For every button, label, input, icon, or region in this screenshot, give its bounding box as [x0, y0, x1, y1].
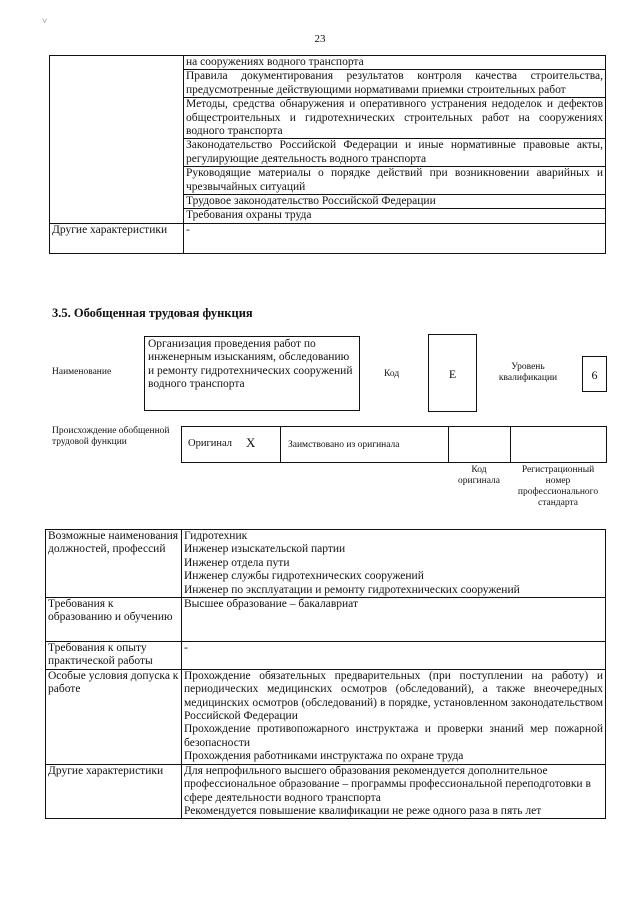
row-label: Другие характеристики: [46, 764, 182, 819]
divider: [448, 427, 449, 462]
table-row: [46, 669, 606, 764]
table-cell: Трудовое законодательство Российской Федерации: [184, 195, 606, 209]
list-item: Прохождения работниками инструктажа по охране труда: [184, 750, 464, 763]
original-mark: X: [246, 435, 256, 450]
borrowed-label: Заимствовано из оригинала: [288, 440, 400, 450]
level-value-box: 6: [582, 356, 607, 392]
list-item: Рекомендуется повышение квалификации не реже одного раза в пять лет: [184, 804, 542, 817]
empty-label-cell: [50, 56, 184, 224]
origin-label: Происхождение обобщенной трудовой функции: [52, 426, 170, 447]
list-item: Прохождение противопожарного инструктажа и проверки знаний мер пожарной безопасности: [184, 723, 603, 749]
table-cell: на сооружениях водного транспорта: [184, 56, 606, 70]
page-number: 23: [314, 33, 326, 45]
table-cell: Руководящие материалы о порядке действий при возникновении аварийных и чрезвычайных ситуаций: [184, 167, 606, 195]
table-cell: Методы, средства обнаружения и оперативного устранения недоделок и дефектов общестроительных и гидротехнических строительных работ на сооружениях водного транспорта: [184, 98, 606, 139]
list-item: Инженер по эксплуатации и ремонту гидротехнических сооружений: [184, 583, 520, 596]
original-label: Оригинал: [188, 438, 232, 449]
table-cell: -: [184, 223, 606, 253]
row-label: Требования к образованию и обучению: [46, 598, 182, 642]
table-cell: [182, 598, 606, 642]
table-cell: [182, 669, 606, 764]
table-cell: Требования охраны труда: [184, 209, 606, 223]
code-label: Код: [384, 369, 400, 379]
characteristics-table: [45, 529, 606, 819]
divider: [280, 427, 281, 462]
table-row: [50, 56, 606, 70]
list-item: Прохождение обязательных предварительных (при поступлении на работу) и периодических медицинских осмотров (обследований), а также внеочередных медицинских осмотров (обследований) в порядке, установленном законодательством Российской Федерации: [184, 669, 603, 723]
reg-number-label: Регистрационный номер профессионального стандарта: [517, 465, 599, 508]
row-label: Возможные наименования должностей, профессий: [46, 530, 182, 598]
code-original-label: Код оригинала: [458, 465, 500, 486]
list-item: Инженер службы гидротехнических сооружений: [184, 570, 424, 583]
table-cell: Правила документирования результатов контроля качества строительства, предусмотренные действующими нормативами приемки строительных работ: [184, 70, 606, 98]
table-row: [46, 764, 606, 819]
name-label: Наименование: [52, 367, 112, 377]
table-row: [46, 530, 606, 598]
table-cell: [182, 642, 606, 670]
table-row: [46, 598, 606, 642]
table-cell: [182, 764, 606, 819]
list-item: Высшее образование – бакалавриат: [184, 598, 358, 611]
list-item: -: [184, 642, 188, 655]
other-characteristics-label: Другие характеристики: [50, 223, 184, 253]
row-label: Требования к опыту практической работы: [46, 642, 182, 670]
section-title: 3.5. Обобщенная трудовая функция: [52, 306, 253, 320]
list-item: Инженер изыскательской партии: [184, 543, 346, 556]
list-item: Гидротехник: [184, 530, 248, 542]
list-item: Для непрофильного высшего образования рекомендуется дополнительное профессиональное образование – программы профессиональной переподготовки в сфере деятельности водного транспорта: [184, 764, 591, 804]
origin-row: [181, 426, 607, 463]
code-value-box: E: [428, 334, 477, 412]
function-name-box: Организация проведения работ по инженерным изысканиям, обследованию и ремонту гидротехнических сооружений водного транспорта: [144, 336, 360, 411]
table-cell: Законодательство Российской Федерации и иные нормативные правовые акты, регулирующие деятельность водного транспорта: [184, 139, 606, 167]
corner-mark: ˅: [42, 16, 48, 26]
knowledge-table: [49, 55, 606, 254]
row-label: Особые условия допуска к работе: [46, 669, 182, 764]
table-row: [50, 223, 606, 253]
level-label: Уровень квалификации: [498, 362, 558, 383]
divider: [510, 427, 511, 462]
table-cell: [182, 530, 606, 598]
list-item: Инженер отдела пути: [184, 556, 290, 569]
table-row: [46, 642, 606, 670]
